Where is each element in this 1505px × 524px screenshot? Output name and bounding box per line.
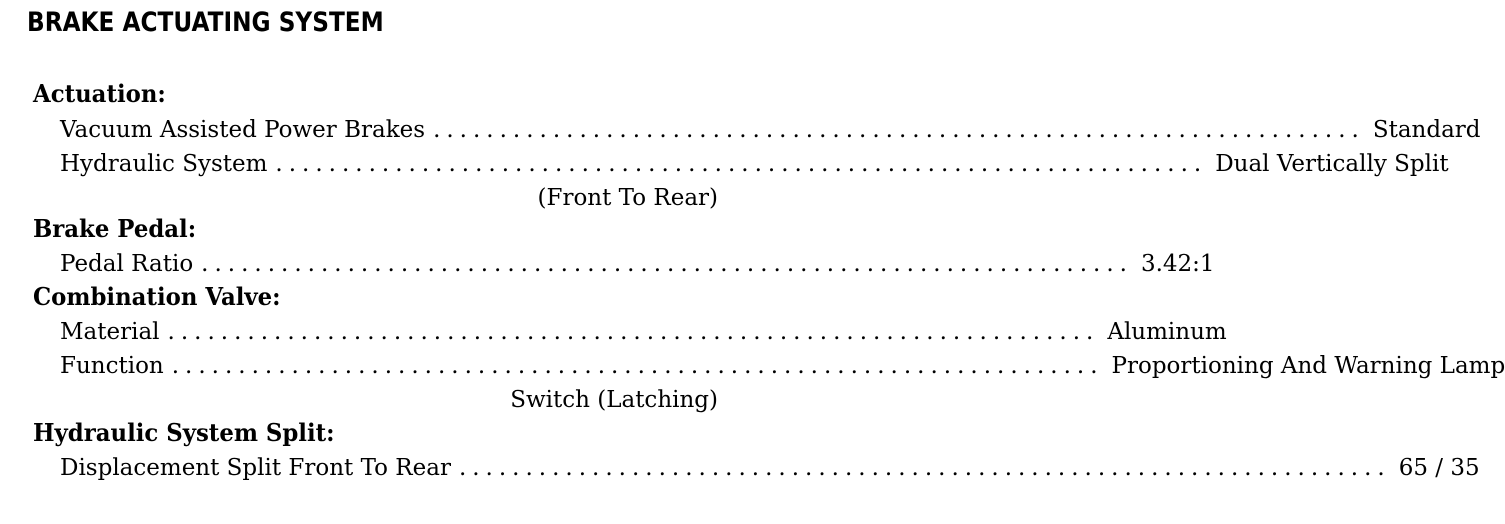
spec-value: Standard (1372, 117, 1481, 143)
dot-leader: ...................................................................... (433, 117, 1365, 143)
section-heading-brake-pedal: Brake Pedal: (33, 214, 197, 243)
spec-label: Material (60, 319, 160, 345)
spec-label: Pedal Ratio (60, 251, 194, 277)
spec-row-function (60, 350, 1505, 382)
spec-value: 3.42:1 (1140, 251, 1215, 277)
spec-row-displacement-split (60, 452, 1480, 484)
section-heading-combination-valve: Combination Valve: (33, 282, 281, 311)
spec-label: Vacuum Assisted Power Brakes (60, 117, 426, 143)
spec-value-continuation: (Front To Rear) (537, 185, 718, 211)
spec-row-material (60, 316, 1227, 348)
spec-label: Hydraulic System (60, 151, 268, 177)
section-heading-hydraulic-system-split: Hydraulic System Split: (33, 418, 335, 447)
spec-label: Function (60, 353, 164, 379)
spec-value: Aluminum (1107, 319, 1227, 345)
dot-leader: ...................................................................... (201, 251, 1133, 277)
spec-row-hydraulic-system (60, 148, 1449, 180)
spec-value: Dual Vertically Split (1215, 151, 1449, 177)
spec-value: Proportioning And Warning Lamp (1111, 353, 1505, 379)
dot-leader: ...................................................................... (167, 319, 1100, 345)
dot-leader: ...................................................................... (171, 353, 1104, 379)
spec-label: Displacement Split Front To Rear (60, 455, 451, 481)
spec-value-continuation: Switch (Latching) (510, 387, 718, 413)
dot-leader: ...................................................................... (458, 455, 1391, 481)
spec-value: 65 / 35 (1398, 455, 1480, 481)
spec-row-pedal-ratio (60, 248, 1215, 280)
page-title: BRAKE ACTUATING SYSTEM (27, 7, 384, 38)
dot-leader: ...................................................................... (275, 151, 1208, 177)
section-heading-actuation: Actuation: (33, 79, 166, 108)
spec-row-vacuum-assisted-power-brakes (60, 114, 1481, 146)
